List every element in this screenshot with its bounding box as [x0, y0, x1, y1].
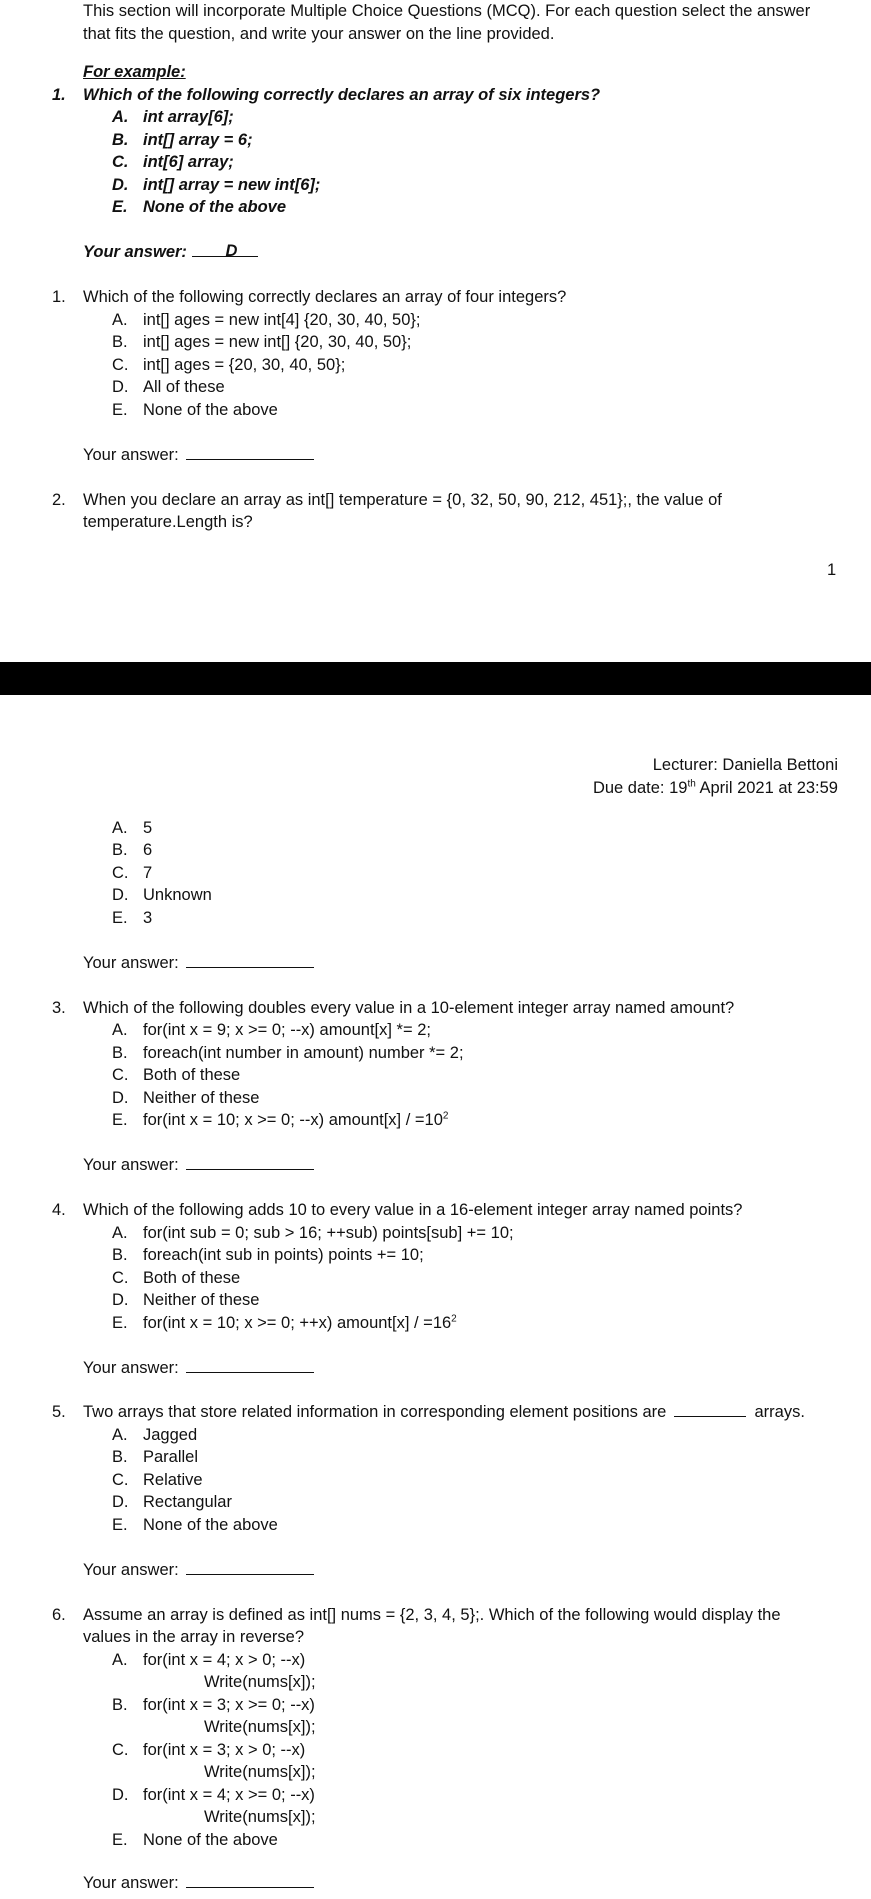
option-text-with-exponent — [143, 1109, 448, 1132]
option-text: None of the above — [143, 1831, 278, 1849]
question-5-number: 5. — [52, 1403, 66, 1421]
option-letter: B. — [112, 333, 128, 351]
answer-label: Your answer: — [83, 1561, 179, 1579]
question-2-text-line-1: When you declare an array as int[] temperature = {0, 32, 50, 90, 212, 451};, the value of — [83, 491, 722, 509]
option-text: int[] ages = new int[] {20, 30, 40, 50}; — [143, 333, 412, 351]
option-text: for(int x = 10; x >= 0; --x) amount[x] / =10 — [143, 1111, 443, 1129]
option-code-line: Write(nums[x]); — [204, 1763, 316, 1781]
option-text: Relative — [143, 1471, 203, 1489]
option-text: Both of these — [143, 1269, 241, 1287]
example-number: 1. — [52, 86, 66, 104]
option-letter: A. — [112, 1651, 128, 1669]
question-4-text: Which of the following adds 10 to every value in a 16-element integer array named points? — [83, 1201, 743, 1219]
option-text: int[] ages = new int[4] {20, 30, 40, 50}; — [143, 311, 421, 329]
question-5-text-end: arrays. — [754, 1403, 805, 1421]
option-letter: D. — [112, 886, 129, 904]
question-6-text-line-1: Assume an array is defined as int[] nums = {2, 3, 4, 5};. Which of the following would display the — [83, 1606, 781, 1624]
question-5-text: Two arrays that store related information in corresponding element positions are — [83, 1403, 667, 1421]
answer-line[interactable] — [186, 445, 314, 460]
page-number: 1 — [827, 561, 837, 579]
option-text: 7 — [143, 864, 153, 882]
option-letter: E. — [112, 1314, 128, 1332]
option-letter: A. — [112, 1021, 128, 1039]
option-text: Neither of these — [143, 1089, 260, 1107]
option-text: 5 — [143, 819, 153, 837]
question-3-number: 3. — [52, 999, 66, 1017]
option-code-line: Write(nums[x]); — [204, 1673, 316, 1691]
question-1-answer-row — [83, 444, 314, 467]
page-break-bar — [0, 662, 871, 695]
option-letter: C. — [112, 1269, 129, 1287]
example-option-text: int array[6]; — [143, 108, 234, 126]
option-text: None of the above — [143, 401, 278, 419]
due-date — [593, 777, 838, 800]
question-6-text-line-2: values in the array in reverse? — [83, 1628, 305, 1646]
option-text: for(int x = 10; x >= 0; ++x) amount[x] / =16 — [143, 1314, 452, 1332]
question-5-text-row — [83, 1401, 805, 1424]
option-letter: B. — [112, 1044, 128, 1062]
question-2-text-line-2: temperature.Length is? — [83, 513, 253, 531]
due-date-sup: th — [687, 778, 696, 790]
option-exponent: 2 — [442, 1110, 449, 1122]
option-letter: E. — [112, 1831, 128, 1849]
option-text: for(int x = 3; x >= 0; --x) — [143, 1696, 315, 1714]
option-text: foreach(int sub in points) points += 10; — [143, 1246, 424, 1264]
option-letter: C. — [112, 1066, 129, 1084]
example-question: Which of the following correctly declares an array of six integers? — [83, 86, 601, 104]
answer-line[interactable] — [186, 953, 314, 968]
example-answer-line — [192, 242, 258, 260]
option-letter: C. — [112, 864, 129, 882]
option-letter: D. — [112, 1786, 129, 1804]
answer-line[interactable] — [186, 1560, 314, 1575]
due-date-prefix: Due date: 19 — [592, 779, 688, 797]
option-text: 6 — [143, 841, 153, 859]
option-text: for(int x = 4; x >= 0; --x) — [143, 1786, 315, 1804]
option-letter: D. — [112, 1089, 129, 1107]
option-text: Both of these — [143, 1066, 241, 1084]
option-letter: E. — [112, 909, 128, 927]
question-2-number: 2. — [52, 491, 66, 509]
answer-label: Your answer: — [83, 954, 179, 972]
option-text: Unknown — [143, 886, 212, 904]
option-text: All of these — [143, 378, 225, 396]
question-6-number: 6. — [52, 1606, 66, 1624]
option-text: Rectangular — [143, 1493, 232, 1511]
example-answer-row — [83, 241, 258, 264]
option-letter: B. — [112, 1448, 128, 1466]
intro-line-2: that fits the question, and write your answer on the line provided. — [83, 25, 555, 43]
answer-label: Your answer: — [83, 1156, 179, 1174]
example-option-text: None of the above — [143, 198, 287, 216]
option-letter: E. — [112, 1111, 128, 1129]
option-text: foreach(int number in amount) number *= 2; — [143, 1044, 464, 1062]
example-option-text: int[] array = 6; — [143, 131, 253, 149]
option-letter: C. — [112, 356, 129, 374]
lecturer-name: Lecturer: Daniella Bettoni — [652, 756, 838, 774]
option-letter: C. — [112, 1471, 129, 1489]
example-answer-label: Your answer: — [83, 243, 187, 261]
answer-label: Your answer: — [83, 1874, 179, 1892]
question-1-number: 1. — [52, 288, 66, 306]
example-option-letter: E. — [112, 198, 128, 216]
option-letter: A. — [112, 311, 128, 329]
answer-line[interactable] — [186, 1358, 314, 1373]
answer-label: Your answer: — [83, 446, 179, 464]
option-letter: A. — [112, 1224, 128, 1242]
question-5-answer-row — [83, 1559, 314, 1582]
option-letter: C. — [112, 1741, 129, 1759]
option-letter: A. — [112, 819, 128, 837]
option-text: Jagged — [143, 1426, 198, 1444]
option-letter: B. — [112, 1246, 128, 1264]
option-code-line: Write(nums[x]); — [204, 1718, 316, 1736]
option-text: 3 — [143, 909, 153, 927]
option-letter: B. — [112, 841, 128, 859]
option-text: for(int x = 9; x >= 0; --x) amount[x] *= 2; — [143, 1021, 431, 1039]
example-option-letter: B. — [112, 131, 129, 149]
option-text: Parallel — [143, 1448, 199, 1466]
option-text: None of the above — [143, 1516, 278, 1534]
option-exponent: 2 — [451, 1313, 457, 1325]
option-code-line: Write(nums[x]); — [204, 1808, 316, 1826]
question-3-answer-row — [83, 1154, 314, 1177]
question-4-number: 4. — [52, 1201, 66, 1219]
example-option-letter: D. — [112, 176, 129, 194]
option-letter: E. — [112, 1516, 128, 1534]
example-heading: For example: — [83, 63, 186, 81]
question-6-answer-row — [83, 1872, 314, 1895]
option-letter: D. — [112, 1291, 129, 1309]
fill-in-blank[interactable] — [674, 1402, 746, 1417]
option-text: for(int x = 3; x > 0; --x) — [143, 1741, 306, 1759]
option-text-with-exponent — [143, 1312, 457, 1335]
option-letter: E. — [112, 401, 128, 419]
intro-line-1: This section will incorporate Multiple Choice Questions (MCQ). For each question select the answer — [83, 2, 811, 20]
option-text: int[] ages = {20, 30, 40, 50}; — [143, 356, 346, 374]
question-2-answer-row — [83, 952, 314, 975]
question-3-text: Which of the following doubles every value in a 10-element integer array named amount? — [83, 999, 735, 1017]
option-letter: D. — [112, 1493, 129, 1511]
due-date-suffix: April 2021 at 23:59 — [695, 779, 838, 797]
example-option-text: int[6] array; — [143, 153, 234, 171]
example-option-letter: A. — [112, 108, 129, 126]
example-option-letter: C. — [112, 153, 129, 171]
example-option-text: int[] array = new int[6]; — [143, 176, 321, 194]
option-letter: A. — [112, 1426, 128, 1444]
answer-line[interactable] — [186, 1873, 314, 1888]
option-text: for(int sub = 0; sub > 16; ++sub) points[sub] += 10; — [143, 1224, 514, 1242]
option-text: for(int x = 4; x > 0; --x) — [143, 1651, 306, 1669]
answer-line[interactable] — [186, 1155, 314, 1170]
option-text: Neither of these — [143, 1291, 260, 1309]
example-answer-value: D — [225, 242, 238, 260]
option-letter: D. — [112, 378, 129, 396]
option-letter: B. — [112, 1696, 128, 1714]
question-4-answer-row — [83, 1357, 314, 1380]
answer-label: Your answer: — [83, 1359, 179, 1377]
question-1-text: Which of the following correctly declares an array of four integers? — [83, 288, 567, 306]
